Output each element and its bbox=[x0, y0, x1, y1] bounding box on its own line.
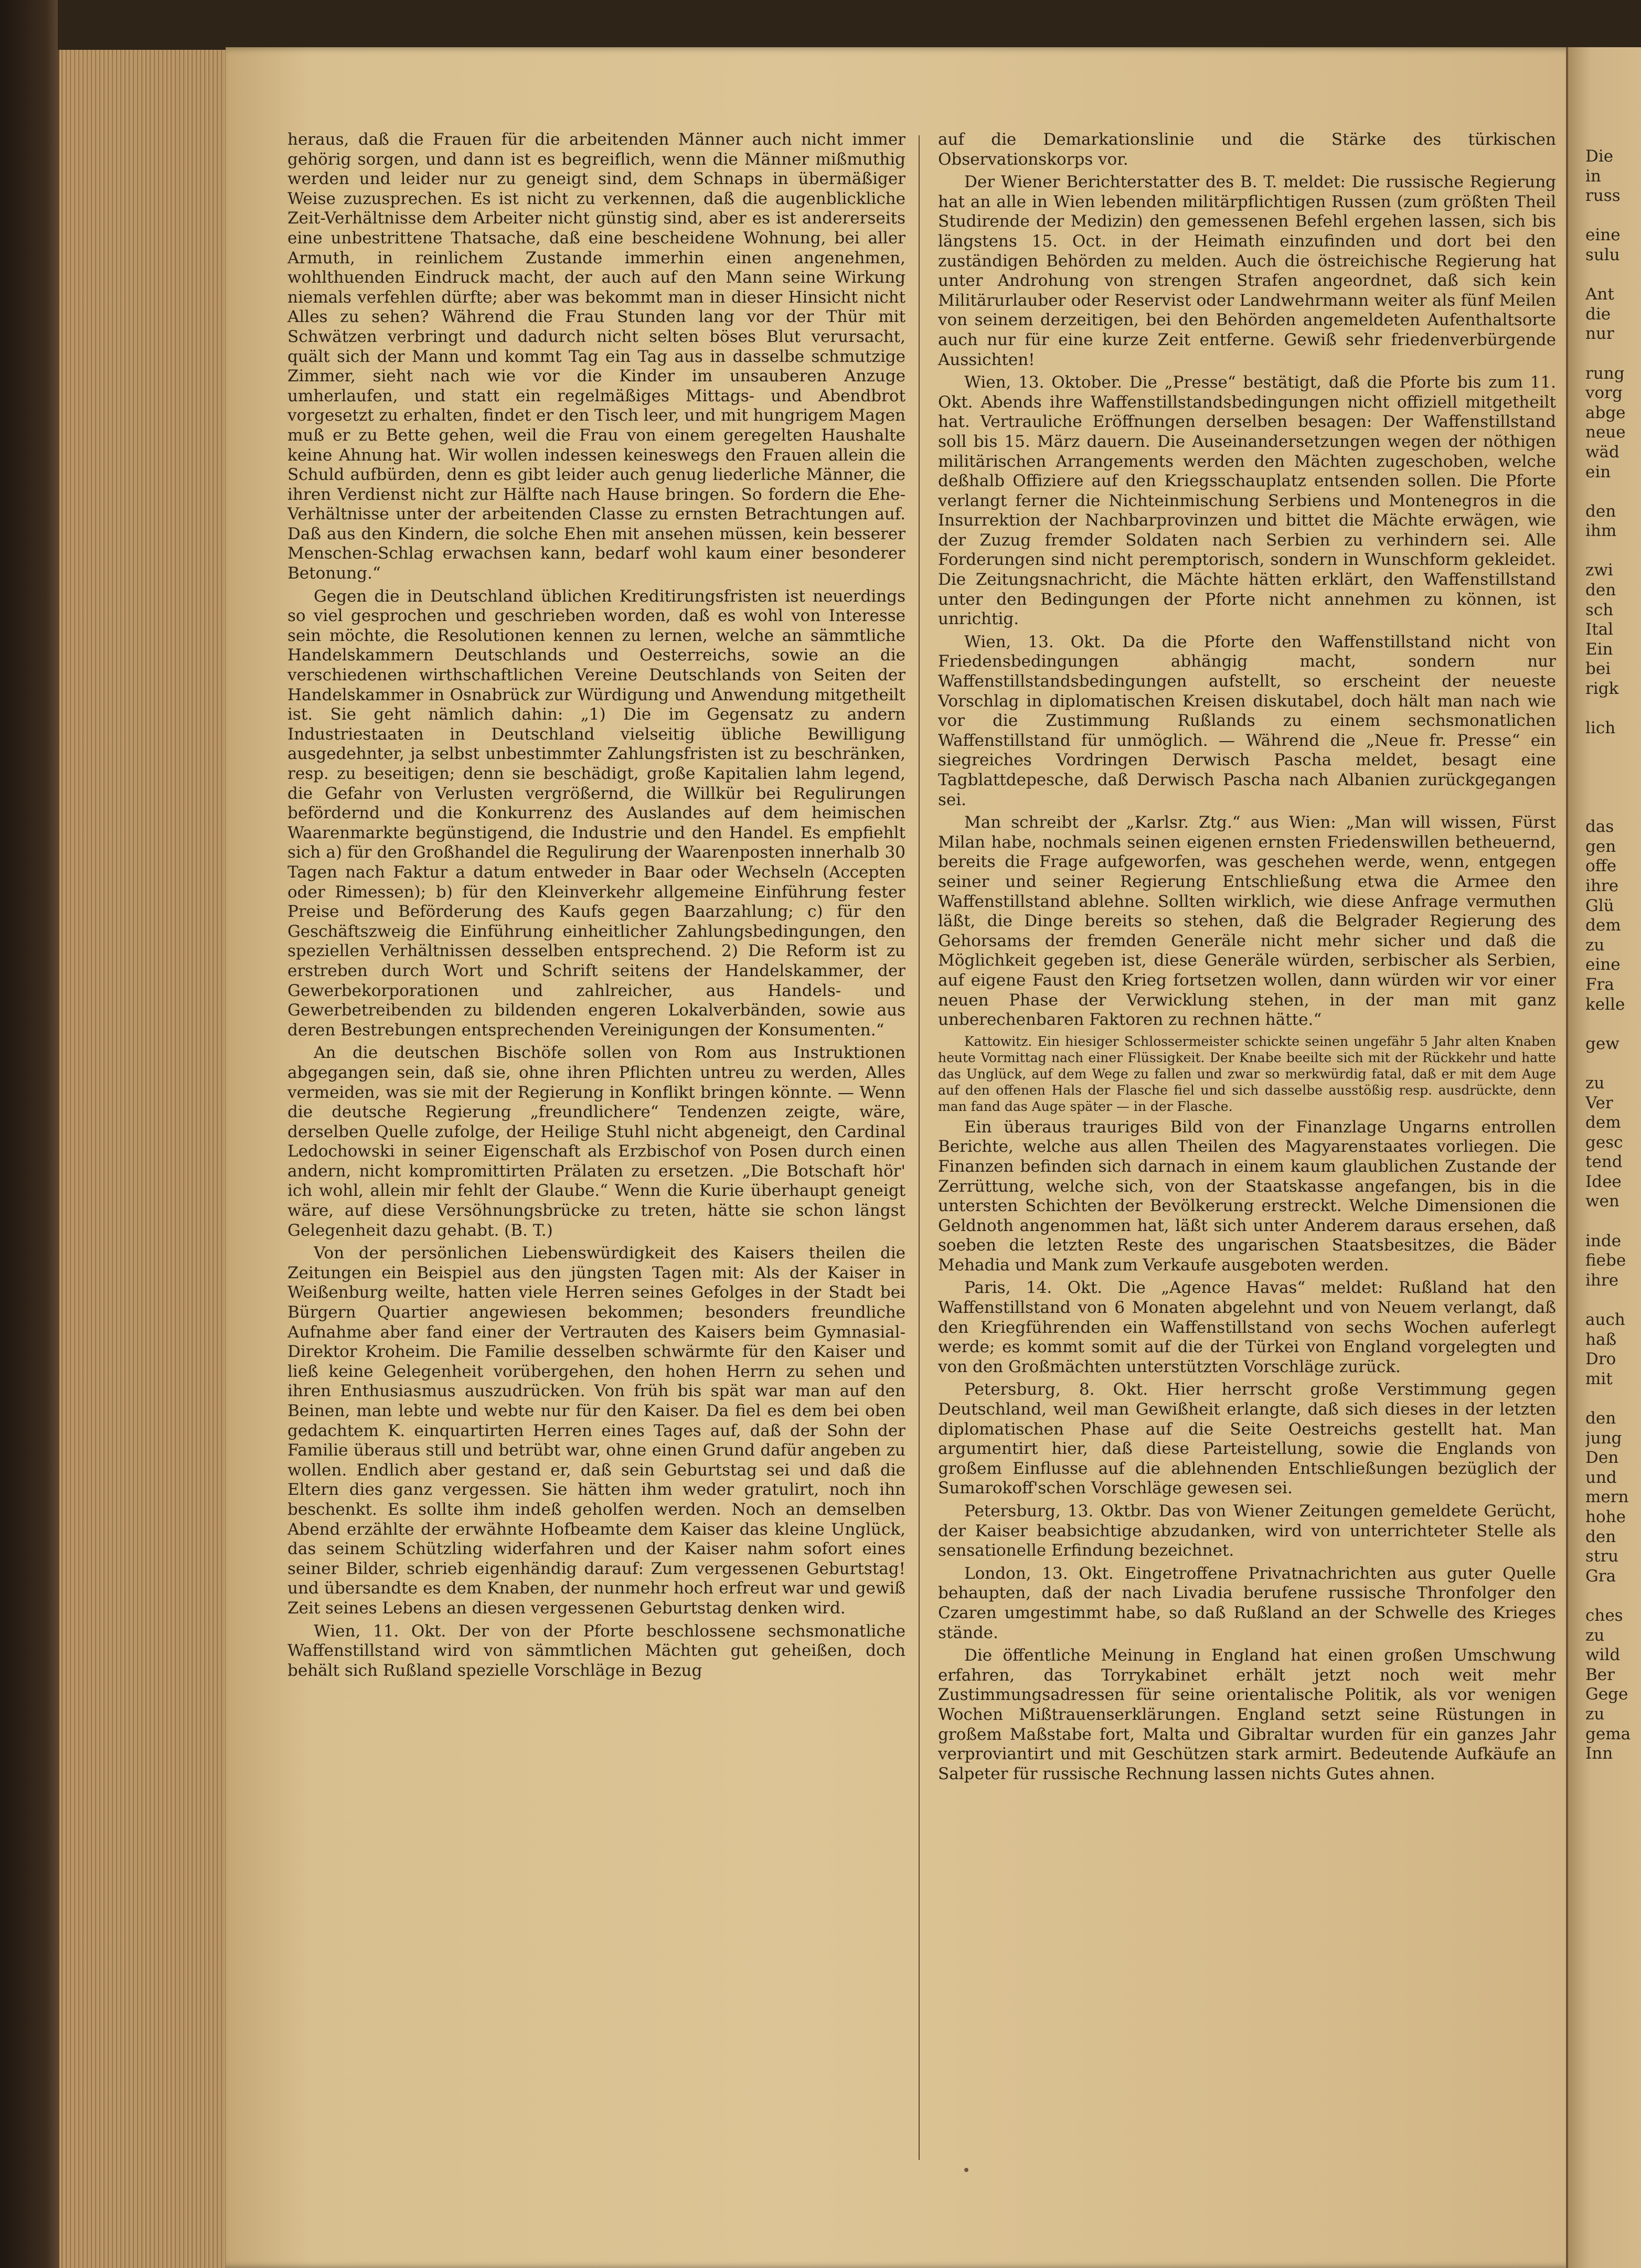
edge-text-fragment: zu bbox=[1585, 1704, 1605, 1724]
edge-text-fragment: zu bbox=[1585, 1625, 1605, 1645]
page-mark bbox=[964, 2168, 968, 2172]
edge-text-fragment bbox=[1585, 1389, 1641, 1409]
edge-text-fragment bbox=[1585, 798, 1641, 818]
edge-text-fragment: fiebe bbox=[1585, 1251, 1626, 1270]
edge-text-fragment bbox=[1585, 206, 1641, 226]
edge-text-fragment: abge bbox=[1585, 403, 1626, 422]
edge-text-fragment: russ bbox=[1585, 186, 1621, 206]
edge-text-fragment: zu bbox=[1585, 935, 1605, 955]
edge-text-fragment: sch bbox=[1585, 600, 1614, 619]
edge-text-fragment bbox=[1585, 1212, 1641, 1232]
edge-text-fragment: Die bbox=[1585, 147, 1614, 166]
edge-text-fragment: in bbox=[1585, 166, 1601, 186]
edge-text-fragment bbox=[1585, 344, 1641, 364]
edge-text-fragment bbox=[1585, 778, 1641, 798]
edge-text-fragment bbox=[1585, 482, 1641, 502]
edge-text-fragment: Gra bbox=[1585, 1566, 1616, 1586]
edge-text-fragment bbox=[1585, 699, 1641, 719]
edge-text-fragment: ein bbox=[1585, 462, 1611, 482]
binding-shadow bbox=[0, 0, 58, 2268]
edge-text-fragment bbox=[1585, 265, 1641, 285]
edge-text-fragment bbox=[1585, 1054, 1641, 1074]
adjacent-page-column bbox=[1585, 147, 1641, 1764]
edge-text-fragment: Fra bbox=[1585, 975, 1614, 994]
edge-text-fragment bbox=[1585, 1290, 1641, 1310]
right-column bbox=[938, 130, 1556, 1787]
edge-text-fragment: vorg bbox=[1585, 383, 1623, 403]
edge-text-fragment: inde bbox=[1585, 1231, 1622, 1250]
edge-text-fragment: Dro bbox=[1585, 1350, 1616, 1369]
article-paragraph: Wien, 13. Okt. Da die Pforte den Waffenstillstand nicht von Friedensbedingungen abhängig macht, sondern nur Waffenstillstandsbedingungen aufstellt, so erscheint der neueste Vorschlag in diplomatischen Kreisen diskutabel, doch hält man nach wie vor die Zustimmung Rußlands zu einem sechsmonatlichen Waffenstillstand für unmöglich. — Während die „Neue fr. Presse“ ein siegreiches Vordringen Derwisch Pascha meldet, besagt eine Tagblattdepesche, daß Derwisch Pascha nach Albanien zurückgegangen sei. bbox=[938, 632, 1556, 809]
edge-text-fragment: mern bbox=[1585, 1488, 1629, 1507]
edge-text-fragment: stru bbox=[1585, 1547, 1619, 1566]
article-paragraph: Petersburg, 8. Okt. Hier herrscht große Verstimmung gegen Deutschland, weil man Gewißheit erlangte, daß sich dieses in der letzten diplomatischen Phase auf die Seite Oestreichs gestellt hat. Man argumentirt hier, daß diese Parteistellung, sowie die Englands von großem Einflusse auf die ablehnenden Entschließungen bezüglich der Sumarokoff'schen Vorschläge gewesen sei. bbox=[938, 1380, 1556, 1498]
edge-text-fragment: Ital bbox=[1585, 620, 1614, 639]
edge-text-fragment: den bbox=[1585, 1409, 1616, 1428]
edge-text-fragment: offe bbox=[1585, 857, 1617, 876]
edge-text-fragment: bei bbox=[1585, 659, 1611, 679]
edge-text-fragment: dem bbox=[1585, 1113, 1621, 1132]
article-paragraph: Wien, 11. Okt. Der von der Pforte beschlossene sechsmonatliche Waffenstillstand wird von sämmtlichen Mächten gut geheißen, doch behält sich Rußland spezielle Vorschläge in Bezug bbox=[287, 1621, 905, 1680]
edge-text-fragment: mit bbox=[1585, 1369, 1613, 1388]
article-paragraph: Der Wiener Berichterstatter des B. T. meldet: Die russische Regierung hat an alle in Wien lebenden militärpflichtigen Russen (zum größten Theil Studirende der Medizin) den gemessenen Befehl ergehen lassen, sich bis längstens 15. Oct. in der Heimath einzufinden und dort bei den zuständigen Behörden zu melden. Auch die östreichische Regierung hat unter Androhung von strengen Strafen angeordnet, daß sich kein Militärurlauber oder Reservist oder Landwehrmann weiter als fünf Meilen von seinem derzeitigen, bei den Behörden angemeldeten Aufenthaltsorte auch nur für eine kurze Zeit entferne. Gewiß sehr friedenverbürgende Aussichten! bbox=[938, 173, 1556, 369]
article-paragraph: Von der persönlichen Liebenswürdigkeit des Kaisers theilen die Zeitungen ein Beispiel aus den jüngsten Tagen mit: Als der Kaiser in Weißenburg weilte, hatten viele Herren seines Gefolges in der Stadt bei Bürgern Quartier angewiesen bekommen; besonders freundliche Aufnahme aber fand einer der Vertrauten des Kaisers beim Gymnasial-Direktor Kroheim. Die Familie desselben schwärmte für den Kaiser und ließ keine Gelegenheit vorübergehen, den hohen Herrn zu sehen und ihren Enthusiasmus auszudrücken. Von früh bis spät war man auf den Beinen, man lebte und webte nur für den Kaiser. Da fiel es dem bei oben gedachtem K. einquartirten Herren eines Tages auf, daß der Sohn der Familie überaus still und betrübt war, ohne einen Grund dafür angeben zu wollen. Endlich aber gestand er, daß sein Geburtstag sei und daß die Eltern dies ganz vergessen. Sie hätten ihm weder gratulirt, noch ihn beschenkt. Es sollte ihm indeß geholfen werden. Noch an demselben Abend erzählte der erwähnte Hofbeamte dem Kaiser das kleine Unglück, das seinem Schützling widerfahren und der Kaiser nahm sofort eines seiner Bilder, schrieb eigenhändig darauf: Zum vergessenen Geburtstag! und übersandte es dem Knaben, der nunmehr hoch erfreut war und gewiß Zeit seines Lebens an diesen vergessenen Geburtstag denken wird. bbox=[287, 1244, 905, 1618]
edge-text-fragment: haß bbox=[1585, 1330, 1617, 1349]
edge-text-fragment: zu bbox=[1585, 1073, 1605, 1093]
article-paragraph: Kattowitz. Ein hiesiger Schlossermeister schickte seinen ungefähr 5 Jahr alten Knaben heute Vormittag nach einer Flüssigkeit. Der Knabe beeilte sich mit der Rückkehr und hatte das Unglück, auf dem Wege zu fallen und zwar so merkwürdig fatal, daß er mit dem Auge auf den offenen Hals der Flasche fiel und sich dasselbe ausstößig resp. ausdrückte, denn man fand das Auge später — in der Flasche. bbox=[938, 1033, 1556, 1114]
edge-text-fragment: wäd bbox=[1585, 442, 1619, 462]
left-column bbox=[287, 130, 905, 1684]
edge-text-fragment: die bbox=[1585, 304, 1611, 324]
edge-text-fragment: Den bbox=[1585, 1448, 1619, 1468]
page-edges bbox=[58, 50, 232, 2268]
edge-text-fragment: Ein bbox=[1585, 639, 1613, 659]
edge-text-fragment: Inn bbox=[1585, 1744, 1613, 1763]
edge-text-fragment: nur bbox=[1585, 324, 1614, 344]
article-paragraph: Petersburg, 13. Oktbr. Das von Wiener Zeitungen gemeldete Gerücht, der Kaiser beabsichtige abzudanken, wird von unterrichteter Stelle als sensationelle Erfindung bezeichnet. bbox=[938, 1502, 1556, 1560]
article-paragraph: London, 13. Okt. Eingetroffene Privatnachrichten aus guter Quelle behaupten, daß der nach Livadia berufene russische Thronfolger den Czaren umgestimmt habe, so daß Rußland an der Schwelle des Krieges stände. bbox=[938, 1564, 1556, 1642]
edge-text-fragment: ihm bbox=[1585, 521, 1617, 541]
article-paragraph: Ein überaus trauriges Bild von der Finanzlage Ungarns entrollen Berichte, welche aus allen Theilen des Magyarenstaates vorliegen. Die Finanzen befinden sich darnach in einem kaum glaublichen Zustande der Zerrüttung, welche sich, von der Staatskasse angefangen, bis in die untersten Schichten der Bevölkerung erstreckt. Welche Dimensionen die Geldnoth angenommen hat, läßt sich unter Anderem daraus ersehen, daß soeben die letzten Reste des ungarischen Staatsbesitzes, die Bäder Mehadia und Mank zum Verkaufe ausgeboten werden. bbox=[938, 1117, 1556, 1275]
edge-text-fragment: Ant bbox=[1585, 285, 1614, 304]
edge-text-fragment: den bbox=[1585, 581, 1616, 600]
article-paragraph: heraus, daß die Frauen für die arbeitenden Männer auch nicht immer gehörig sorgen, und dann ist es begreiflich, wenn die Männer mißmuthig werden und leider nur zu geneigt sind, dem Schnaps in übermäßiger Weise zuzusprechen. Es ist nicht zu verkennen, daß die augenblickliche Zeit-Verhältnisse dem Arbeiter nicht günstig sind, aber es ist andererseits eine unbestrittene Thatsache, daß eine bescheidene Wohnung, bei aller Armuth, in reinlichem Zustande immerhin einen angenehmen, wohlthuenden Eindruck macht, der auch auf den Mann seine Wirkung niemals verfehlen dürfte; aber was bekommt man in dieser Hinsicht nicht Alles zu sehen? Während die Frau Stunden lang vor der Thür mit Schwätzen verbringt und dadurch nicht selten böses Blut verursacht, quält sich der Mann und kommt Tag ein Tag aus in dasselbe schmutzige Zimmer, sieht nach wie vor die Kinder im unsauberen Anzuge umherlaufen, und statt ein regelmäßiges Mittags- und Abendbrot vorgesetzt zu erhalten, findet er den Tisch leer, und mit hungrigem Magen muß er zu Bette gehen, weil die Frau von einem geregelten Haushalte keine Ahnung hat. Wir wollen indessen keineswegs den Frauen allein die Schuld aufbürden, denn es gibt leider auch genug liederliche Männer, die ihren Verdienst nicht zur Hälfte nach Hause bringen. So fordern die Ehe-Verhältnisse unter der arbeitenden Classe zu ernsten Betrachtungen auf. Daß aus den Kindern, die solche Ehen mit ansehen müssen, kein besserer Menschen-Schlag erwachsen kann, bedarf wohl kaum einer besonderer Betonung.“ bbox=[287, 130, 905, 583]
column-divider bbox=[919, 135, 920, 2160]
edge-text-fragment: auch bbox=[1585, 1310, 1625, 1330]
edge-text-fragment: gen bbox=[1585, 837, 1616, 856]
edge-text-fragment: und bbox=[1585, 1468, 1617, 1487]
edge-text-fragment: gema bbox=[1585, 1724, 1631, 1743]
edge-text-fragment: rung bbox=[1585, 363, 1625, 383]
edge-text-fragment: den bbox=[1585, 501, 1616, 521]
edge-text-fragment bbox=[1585, 758, 1641, 778]
edge-text-fragment: sulu bbox=[1585, 245, 1620, 264]
edge-text-fragment: Idee bbox=[1585, 1172, 1622, 1191]
edge-text-fragment: eine bbox=[1585, 226, 1621, 245]
edge-text-fragment: wen bbox=[1585, 1192, 1619, 1211]
article-paragraph: An die deutschen Bischöfe sollen von Rom aus Instruktionen abgegangen sein, daß sie, ohne ihren Pflichten untreu zu werden, Alles vermeiden, was sie mit der Regierung in Konflikt bringen könnte. — Wenn die deutsche Regierung „freundlichere“ Tendenzen zeigte, wäre, derselben Quelle zufolge, der Heilige Stuhl nicht abgeneigt, den Cardinal Ledochowski in seiner Eigenschaft als Erzbischof von Posen durch einen andern, nicht kompromittirten Prälaten zu ersetzen. „Die Botschaft hör' ich wohl, allein mir fehlt der Glaube.“ Wenn die Kurie überhaupt geneigt wäre, auf diese Versöhnungsbrücke zu treten, hätte sie schon längst Gelegenheit dazu gehabt. (B. T.) bbox=[287, 1043, 905, 1240]
edge-text-fragment: hohe bbox=[1585, 1507, 1626, 1526]
edge-text-fragment: eine bbox=[1585, 955, 1621, 975]
edge-text-fragment: tend bbox=[1585, 1152, 1623, 1172]
edge-text-fragment: den bbox=[1585, 1527, 1616, 1546]
edge-text-fragment: jung bbox=[1585, 1428, 1622, 1448]
edge-text-fragment bbox=[1585, 1014, 1641, 1034]
edge-text-fragment: Gege bbox=[1585, 1685, 1628, 1704]
edge-text-fragment: Glü bbox=[1585, 896, 1614, 915]
edge-text-fragment: kelle bbox=[1585, 994, 1625, 1014]
edge-text-fragment: lich bbox=[1585, 719, 1616, 738]
article-paragraph: Gegen die in Deutschland üblichen Kreditirungsfristen ist neuerdings so viel gesprochen und geschrieben worden, daß es wohl von Interesse sein möchte, die Resolutionen kennen zu lernen, welche an sämmtliche Handelskammern Deutschlands und Oesterreichs, sowie an die verschiedenen wirthschaftlichen Vereine Deutschlands von Seiten der Handelskammer in Osnabrück zur Würdigung und Anwendung mitgetheilt ist. Sie geht nämlich dahin: „1) Die im Gegensatz zu andern Industriestaaten in Deutschland vielseitig übliche Bewilligung ausgedehnter, ja selbst unbestimmter Zahlungsfristen ist zu beschränken, resp. zu beseitigen; denn sie beschädigt, große Kapitalien lahm legend, die Gefahr von Verlusten vergrößernd, die Willkür bei Regulirungen befördernd und die Konkurrenz des Auslandes auf dem heimischen Waarenmarkte begünstigend, die Industrie und den Handel. Es empfiehlt sich a) für den Großhandel die Regulirung der Waarenposten innerhalb 30 Tagen nach Faktur a datum entweder in Baar oder Wechseln (Accepten oder Rimessen); b) für den Kleinverkehr allgemeine Einführung fester Preise und Beförderung des Kaufs gegen Baarzahlung; c) für den Geschäftszweig die Einführung einheitlicher Zahlungsbedingungen, den speziellen Verhältnissen desselben entsprechend. 2) Die Reform ist zu erstreben durch Wort und Schrift seitens der Handelskammer, der Gewerbekorporationen und zahlreicher, aus Handels- und Gewerbetreibenden zu bildenden engeren Lokalverbänden, sowie aus deren Bestrebungen entsprechenden Vereinigungen der Konsumenten.“ bbox=[287, 586, 905, 1040]
article-paragraph: Man schreibt der „Karlsr. Ztg.“ aus Wien: „Man will wissen, Fürst Milan habe, nochmals seinen eigenen ernsten Friedenswillen betheuernd, bereits die Frage aufgeworfen, was geschehen werde, wenn, entgegen seiner und seiner Regierung Entschließung etwa die Armee den Waffenstillstand ablehne. Sollten wirklich, wie diese Anfrage vermuthen läßt, die Dinge bereits so stehen, daß die Belgrader Regierung des Gehorsams der fremden Generäle nicht mehr sicher und daß die Möglichkeit gegeben ist, diese Generäle würden, serbischer als Serbien, auf eigene Faust den Krieg fortsetzen wollen, dann würden wir vor einer neuen Phase der Verwicklung stehen, in der man mit ganz unberechenbaren Faktoren zu rechnen hätte.“ bbox=[938, 813, 1556, 1030]
edge-text-fragment: Ber bbox=[1585, 1665, 1615, 1684]
edge-text-fragment: rigk bbox=[1585, 679, 1619, 699]
article-paragraph: Paris, 14. Okt. Die „Agence Havas“ meldet: Rußland hat den Waffenstillstand von 6 Monaten abgelehnt und von Neuem verlangt, daß den Kriegführenden ein Waffenstillstand von sechs Wochen auferlegt werde; es kommt somit auf die der Türkei von England vorgelegten und von den Großmächten unterstützten Vorschläge zurück. bbox=[938, 1278, 1556, 1376]
article-paragraph: auf die Demarkationslinie und die Stärke des türkischen Observationskorps vor. bbox=[938, 130, 1556, 169]
edge-text-fragment: dem bbox=[1585, 916, 1621, 935]
edge-text-fragment bbox=[1585, 1586, 1641, 1606]
edge-text-fragment: gesc bbox=[1585, 1132, 1623, 1152]
edge-text-fragment: gew bbox=[1585, 1034, 1619, 1053]
edge-text-fragment: Ver bbox=[1585, 1093, 1613, 1112]
edge-text-fragment: wild bbox=[1585, 1645, 1621, 1665]
edge-text-fragment bbox=[1585, 739, 1641, 758]
article-paragraph: Wien, 13. Oktober. Die „Presse“ bestätigt, daß die Pforte bis zum 11. Okt. Abends ihre Waffenstillstandsbedingungen nicht offiziell mitgetheilt hat. Vertrauliche Eröffnungen derselben besagen: Der Waffenstillstand soll bis 15. März dauern. Die Auseinandersetzungen wegen der nöthigen militärischen Arrangements werden den Mächten zugeschoben, welche deßhalb Offiziere auf den Kriegsschauplatz entsenden sollen. Die Pforte verlangt ferner die Nichteinmischung Serbiens und Montenegros in die Insurrektion der Nachbarprovinzen und bittet die Mächte erwägen, wie der Zuzug fremder Soldaten nach Serbien zu verhindern sei. Alle Forderungen sind nicht peremptorisch, sondern in Wunschform gekleidet. Die Zeitungsnachricht, die Mächte hätten erklärt, den Waffenstillstand unter den Bedingungen der Pforte nicht annehmen zu können, ist unrichtig. bbox=[938, 373, 1556, 629]
edge-text-fragment: zwi bbox=[1585, 561, 1613, 580]
edge-text-fragment: ihre bbox=[1585, 876, 1619, 895]
edge-text-fragment bbox=[1585, 541, 1641, 561]
article-paragraph: Die öffentliche Meinung in England hat einen großen Umschwung erfahren, das Torrykabinet erhält jetzt noch weit mehr Zustimmungsadressen für seine orientalische Politik, als vor wenigen Wochen Mißtrauenserklärungen. England setzt seine Rüstungen in großem Maßstabe fort, Malta und Gibraltar wurden für ein ganzes Jahr verproviantirt und mit Geschützen stark armirt. Bedeutende Aufkäufe an Salpeter für russische Rechnung lassen nichts Gutes ahnen. bbox=[938, 1646, 1556, 1783]
edge-text-fragment: ches bbox=[1585, 1606, 1623, 1625]
edge-text-fragment: das bbox=[1585, 817, 1614, 837]
edge-text-fragment: neue bbox=[1585, 423, 1626, 442]
edge-text-fragment: ihre bbox=[1585, 1270, 1619, 1290]
